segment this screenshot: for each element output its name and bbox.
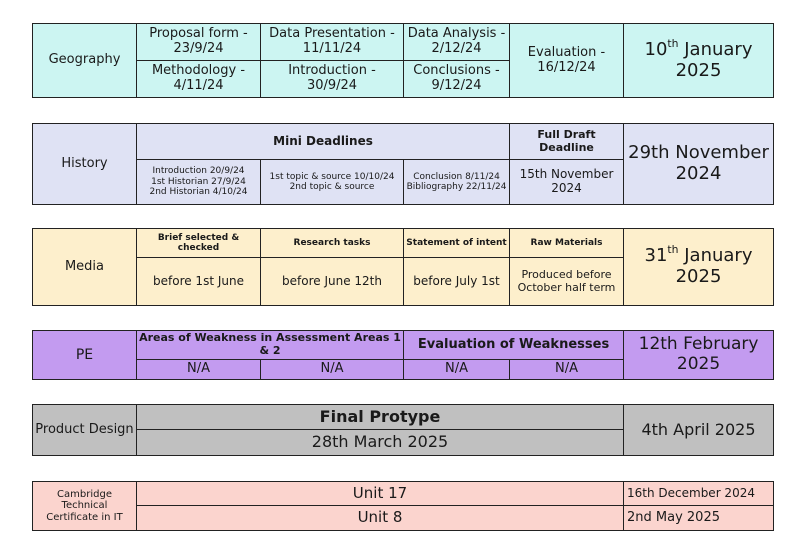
geography-final-rest: January 2025 [675, 38, 753, 81]
product-design-table [32, 404, 774, 456]
pe-header-evaluation: Evaluation of Weaknesses [404, 331, 624, 360]
history-1st-historian: 1st Historian 27/9/24 [151, 176, 246, 187]
geography-table [32, 23, 774, 98]
media-header-research: Research tasks [261, 229, 404, 258]
geography-introduction: Introduction - 30/9/24 [261, 61, 404, 98]
history-mini-col-1 [137, 160, 261, 205]
cambridge-unit-8: Unit 8 [137, 506, 624, 531]
product-design-subject: Product Design [33, 405, 137, 456]
media-header-raw-materials: Raw Materials [510, 229, 624, 258]
history-mini-deadlines-header: Mini Deadlines [137, 124, 510, 160]
geography-evaluation: Evaluation - 16/12/24 [510, 24, 624, 98]
history-draft-date: 15th November 2024 [510, 160, 624, 205]
pe-table [32, 330, 774, 380]
pe-header-areas: Areas of Weakness in Assessment Areas 1 & 2 [137, 331, 404, 360]
media-final-day: 31 [644, 245, 668, 267]
cambridge-unit-17-date: 16th December 2024 [624, 482, 774, 506]
history-full-draft-header: Full Draft Deadline [510, 124, 624, 160]
history-table [32, 123, 774, 205]
product-design-final-deadline: 4th April 2025 [624, 405, 774, 456]
history-mini-col-3 [404, 160, 510, 205]
geography-final-day: 10 [644, 38, 668, 60]
history-mini-col-2 [261, 160, 404, 205]
history-introduction: Introduction 20/9/24 [152, 166, 245, 177]
media-header-statement: Statement of intent [404, 229, 510, 258]
media-final-deadline [624, 229, 774, 306]
cambridge-unit-17: Unit 17 [137, 482, 624, 506]
pe-value-1: N/A [137, 360, 261, 380]
product-design-header: Final Protype [137, 405, 624, 430]
media-value-statement: before July 1st [404, 258, 510, 306]
history-2nd-historian: 2nd Historian 4/10/24 [149, 187, 248, 198]
history-1st-topic: 1st topic & source 10/10/24 [269, 171, 395, 182]
cambridge-table [32, 481, 774, 531]
geography-proposal-form: Proposal form - 23/9/24 [137, 24, 261, 61]
pe-final-deadline: 12th February 2025 [624, 331, 774, 380]
history-conclusion: Conclusion 8/11/24 [413, 171, 500, 182]
media-value-research: before June 12th [261, 258, 404, 306]
geography-conclusions: Conclusions - 9/12/24 [404, 61, 510, 98]
geography-subject: Geography [33, 24, 137, 98]
geography-final-deadline [624, 24, 774, 98]
geography-methodology: Methodology - 4/11/24 [137, 61, 261, 98]
media-subject: Media [33, 229, 137, 306]
media-header-brief: Brief selected & checked [137, 229, 261, 258]
history-2nd-topic: 2nd topic & source [289, 182, 375, 192]
media-value-raw-materials: Produced before October half term [510, 258, 624, 306]
pe-subject: PE [33, 331, 137, 380]
pe-value-2: N/A [261, 360, 404, 380]
cambridge-unit-8-date: 2nd May 2025 [624, 506, 774, 531]
cambridge-subject: Cambridge Technical Certificate in IT [33, 482, 137, 531]
product-design-date: 28th March 2025 [137, 430, 624, 456]
geography-data-analysis: Data Analysis - 2/12/24 [404, 24, 510, 61]
geography-data-presentation: Data Presentation - 11/11/24 [261, 24, 404, 61]
pe-value-3: N/A [404, 360, 510, 380]
pe-value-4: N/A [510, 360, 624, 380]
media-final-rest: January 2025 [675, 245, 753, 287]
history-subject: History [33, 124, 137, 205]
geography-final-sup: th [667, 36, 679, 50]
media-value-brief: before 1st June [137, 258, 261, 306]
history-final-deadline: 29th November 2024 [624, 124, 774, 205]
media-table [32, 228, 774, 306]
history-bibliography: Bibliography 22/11/24 [406, 182, 507, 192]
media-final-sup: th [667, 243, 679, 257]
